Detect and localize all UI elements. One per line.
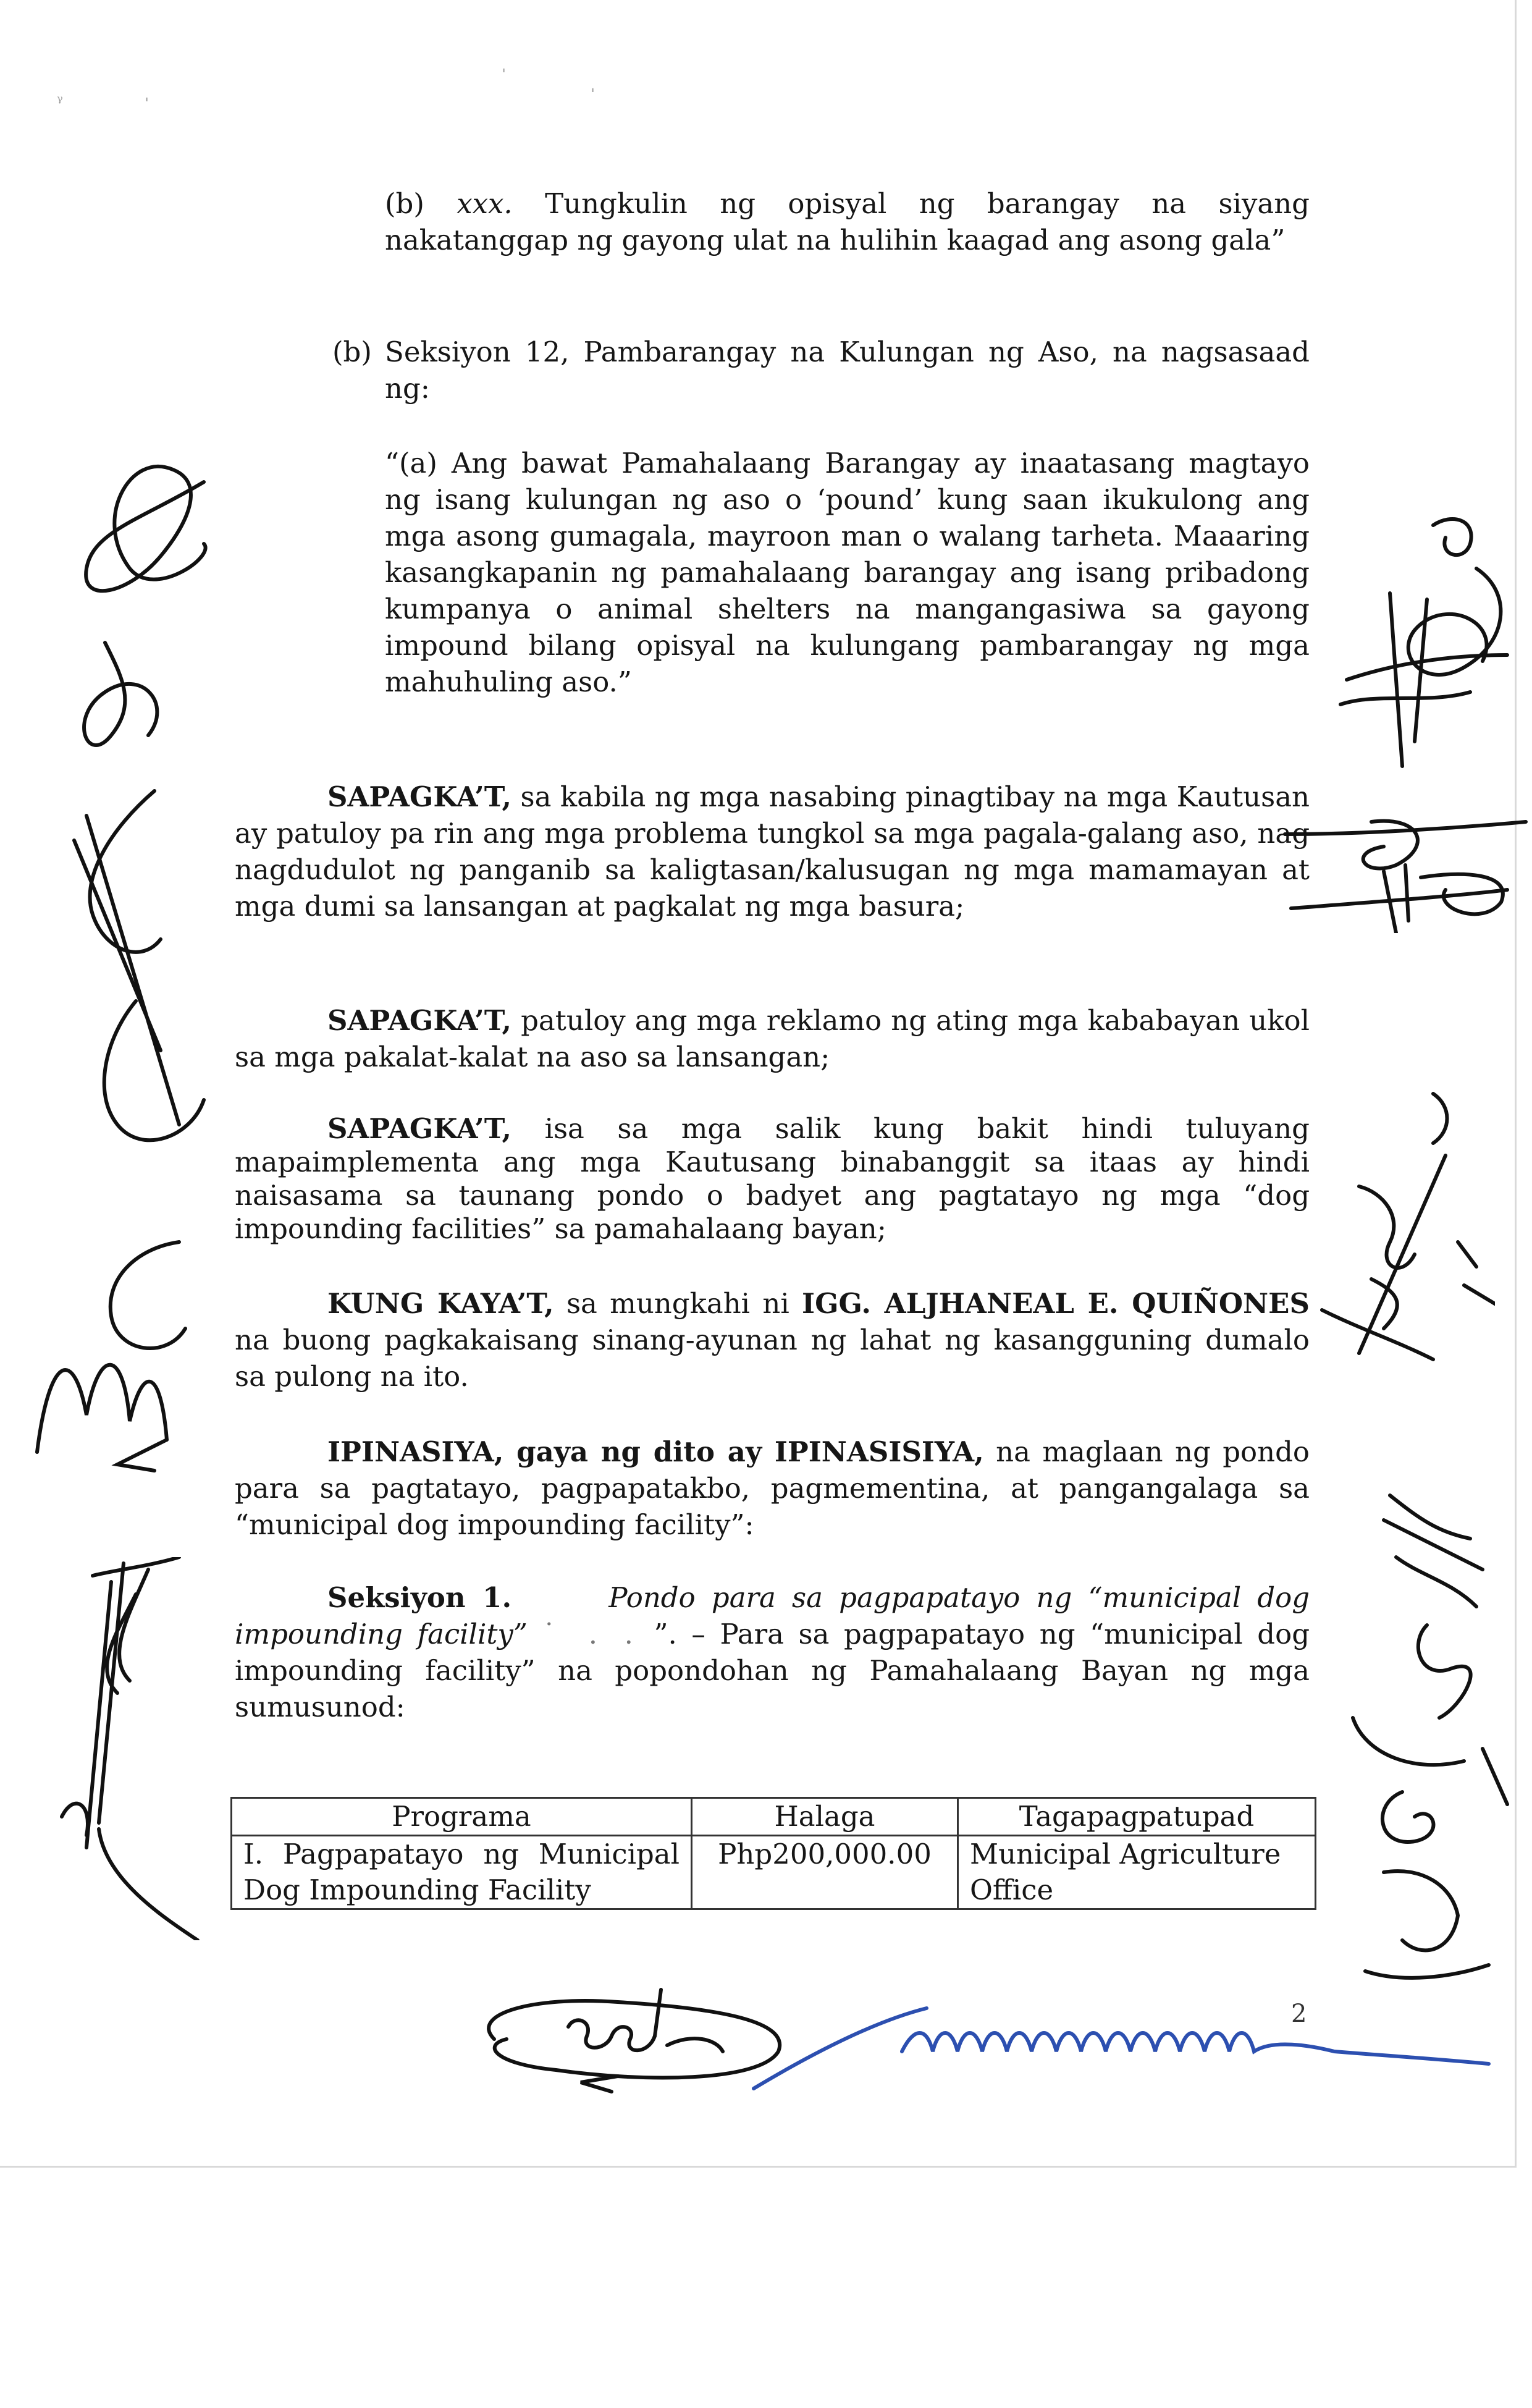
amount-cell: Php200,000.00 — [692, 1836, 958, 1909]
table-header-row — [232, 1798, 1316, 1836]
scan-speck: ˈ — [502, 67, 507, 85]
clause-label: (b) — [385, 187, 424, 220]
whereas-clause-1 — [235, 779, 1310, 924]
program-cell: I. Pagpapatayo ng Municipal Dog Impounding Facility — [232, 1836, 692, 1909]
section-heading: Seksiyon 1. — [327, 1581, 512, 1614]
therefore-lead: KUNG KAYA’T, — [327, 1287, 554, 1320]
signature-left-vertical — [19, 445, 229, 1174]
signature-right-vertical-1 — [1310, 1081, 1495, 1372]
therefore-clause — [235, 1285, 1310, 1395]
whereas-clause-3 — [235, 1112, 1310, 1246]
section-text: Para sa pagpapatayo ng “municipal dog impounding facility” na popondohan ng Pamahalaang Bayan ng mga sumusunod: — [235, 1618, 1310, 1723]
table-header: Programa — [232, 1798, 692, 1836]
scan-speck: ˈ — [591, 87, 596, 105]
whereas-text: sa kabila ng mga nasabing pinagtibay na mga Kautusan ay patuloy pa rin ang mga problema tungkol sa mga pagala-galang aso, nag nagdudulot ng panganib sa kaligtasan/kalusugan ng mga mamamayan at mga dumi sa lansangan at pagkalat ng mga basura; — [235, 780, 1310, 923]
scan-margin — [0, 2168, 1532, 2408]
proponent-name: IGG. ALJHANEAL E. QUIÑONES — [802, 1287, 1310, 1320]
quoted-provision-a: “(a) Ang bawat Pamahalaang Barangay ay inaatasang magtayo ng isang kulungan ng aso o ‘pound’ kung saan ikukulong ang mga asong gumagala, mayroon man o walang tarheta. Maaaring kasangkapanin ng pamahalaang barangay ang isang pribadong kumpanya o animal shelters na mangangasiwa sa gayong impound bilang opisyal na kulungang pambarangay ng mga mahuhuling aso.” — [385, 447, 1310, 698]
signature-bottom-blue — [741, 1983, 1501, 2101]
scan-speck: ᵞ — [57, 93, 63, 111]
clause-text: Tungkulin ng opisyal ng barangay na siyang nakatanggap ng gayong ulat na hulihin kaagad ang asong gala” — [385, 187, 1310, 256]
clause-b-tungkulin — [385, 185, 1310, 258]
clause-label: (b) — [332, 336, 372, 368]
whereas-lead: SAPAGKA’T, — [327, 1112, 512, 1145]
signature-left-m — [12, 1230, 210, 1477]
resolved-clause — [235, 1434, 1310, 1543]
whereas-clause-2 — [235, 1002, 1310, 1075]
scan-artifact: ˙ . . — [542, 1618, 639, 1650]
whereas-text: isa sa mga salik kung bakit hindi tuluyang mapaimplementa ang mga Kautusang binabanggit sa itaas ay hindi naisasama sa taunang pondo o badyet ang pagtatayo ng mga “dog impounding facilities” sa pamahalaang bayan; — [235, 1112, 1310, 1245]
implementer-cell: Municipal Agriculture Office — [958, 1836, 1316, 1909]
whereas-lead: SAPAGKA’T, — [327, 1004, 512, 1037]
page-number: 2 — [1291, 2000, 1307, 2028]
resolved-lead: IPINASIYA, gaya ng dito ay IPINASISIYA, — [327, 1435, 984, 1468]
whereas-lead: SAPAGKA’T, — [327, 780, 512, 813]
scan-speck: ˌ — [145, 85, 149, 104]
section-title-end: ”. – — [654, 1618, 705, 1650]
signature-right-vertical-2 — [1328, 1483, 1513, 1990]
clause-b-seksiyon-12: Seksiyon 12, Pambarangay na Kulungan ng Aso, na nagsasaad ng: — [385, 336, 1310, 405]
therefore-text: sa mungkahi ni — [566, 1287, 789, 1320]
whereas-text: patuloy ang mga reklamo ng ating mga kababayan ukol sa mga pakalat-kalat na aso sa lansangan; — [235, 1004, 1310, 1073]
section-title: Pondo para sa pagpapatayo ng “municipal dog impounding facility” — [235, 1581, 1310, 1650]
table-header: Halaga — [692, 1798, 958, 1836]
program-table — [230, 1797, 1316, 1910]
therefore-text: na buong pagkakaisang sinang-ayunan ng lahat ng kasangguning dumalo sa pulong na ito. — [235, 1324, 1310, 1393]
clause-marker: xxx. — [457, 187, 513, 220]
signature-right-middle — [1273, 809, 1532, 933]
table-row — [232, 1836, 1316, 1909]
section-1 — [235, 1579, 1310, 1725]
signature-left-lower — [25, 1557, 222, 1940]
table-header: Tagapagpatupad — [958, 1798, 1316, 1836]
signature-right-upper — [1328, 507, 1513, 779]
resolved-text: na maglaan ng pondo para sa pagtatayo, pagpapatakbo, pagmementina, at pangangalaga sa “municipal dog impounding facility”: — [235, 1435, 1310, 1541]
